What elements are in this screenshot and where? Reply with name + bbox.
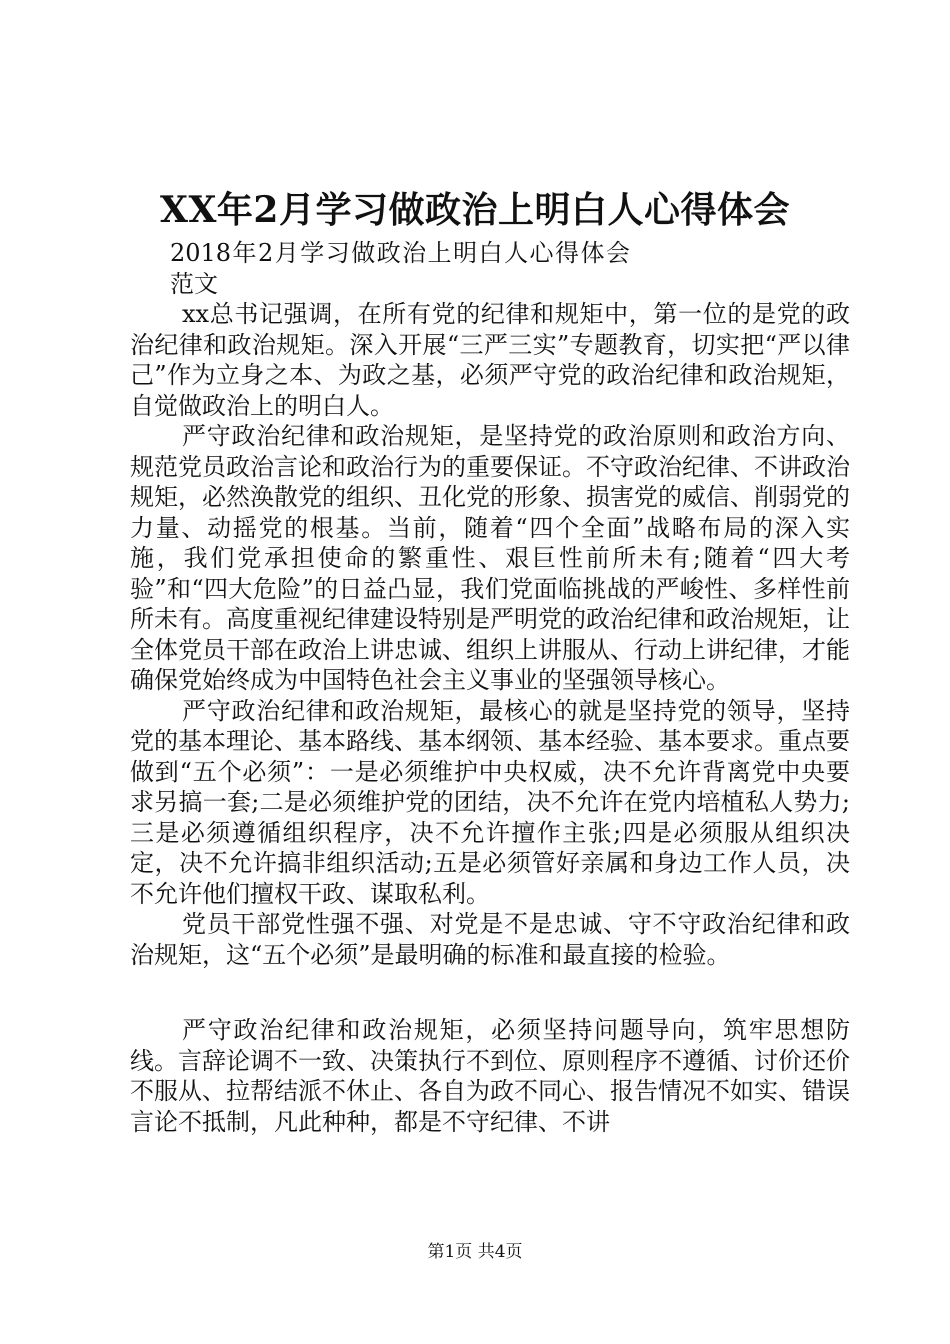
document-title: XX年2月学习做政治上明白人心得体会 (160, 189, 790, 231)
paragraph-spacer (130, 970, 850, 1015)
paragraph-4: 党员干部党性强不强、对党是不是忠诚、守不守政治纪律和政治规矩，这“五个必须”是最明确的标准和最直接的检验。 (130, 910, 850, 969)
paragraph-3: 严守政治纪律和政治规矩，最核心的就是坚持党的领导，坚持党的基本理论、基本路线、基本纲领、基本经验、基本要求。重点要做到“五个必须”：一是必须维护中央权威，决不允许背离党中央要求另搞一套;二是必须维护党的团结，决不允许在党内培植私人势力;三是必须遵循组织程序，决不允许擅作主张;四是必须服从组织决定，决不允许搞非组织活动;五是必须管好亲属和身边工作人员，决不允许他们擅权干政、谋取私利。 (130, 696, 850, 908)
document-subtitle: 2018年2月学习做政治上明白人心得体会范文 (170, 239, 630, 298)
document-body (130, 238, 850, 1137)
paragraph-2: 严守政治纪律和政治规矩，是坚持党的政治原则和政治方向、规范党员政治言论和政治行为的重要保证。不守政治纪律、不讲政治规矩，必然涣散党的组织、丑化党的形象、损害党的威信、削弱党的力量、动摇党的根基。当前，随着“四个全面”战略布局的深入实施，我们党承担使命的繁重性、艰巨性前所未有;随着“四大考验”和“四大危险”的日益凸显，我们党面临挑战的严峻性、多样性前所未有。高度重视纪律建设特别是严明党的政治纪律和政治规矩，让全体党员干部在政治上讲忠诚、组织上讲服从、行动上讲纪律，才能确保党始终成为中国特色社会主义事业的坚强领导核心。 (130, 422, 850, 694)
paragraph-5: 严守政治纪律和政治规矩，必须坚持问题导向，筑牢思想防线。言辞论调不一致、决策执行不到位、原则程序不遵循、讨价还价不服从、拉帮结派不休止、各自为政不同心、报告情况不如实、错误言论不抵制，凡此种种，都是不守纪律、不讲 (130, 1016, 850, 1136)
page-footer: 第1页 共4页 (427, 1242, 523, 1262)
paragraph-1: xx总书记强调，在所有党的纪律和规矩中，第一位的是党的政治纪律和政治规矩。深入开展“三严三实”专题教育，切实把“严以律己”作为立身之本、为政之基，必须严守党的政治纪律和政治规矩，自觉做政治上的明白人。 (130, 300, 850, 420)
